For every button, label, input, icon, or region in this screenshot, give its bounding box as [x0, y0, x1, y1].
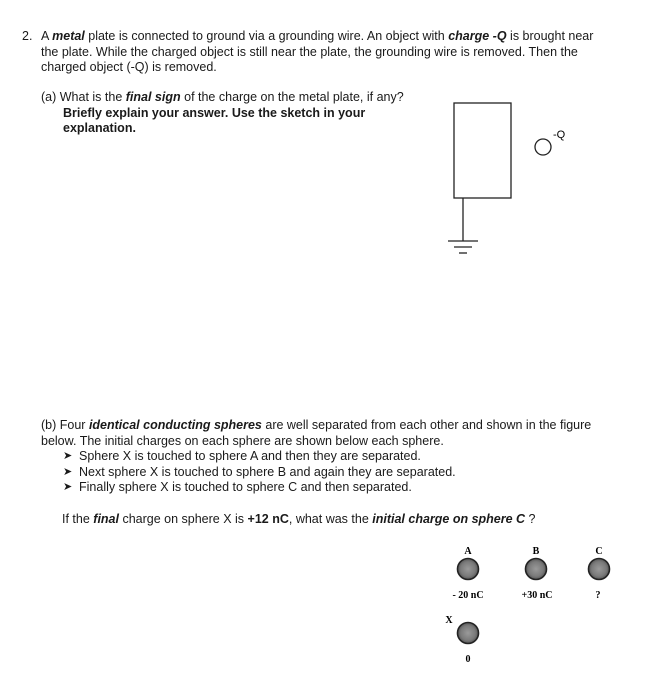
sphere-a-label: A	[464, 546, 472, 557]
part-a-instruction: Briefly explain your answer. Use the sketch in your explanation.	[63, 105, 366, 135]
sphere-b-charge: +30 nC	[521, 590, 553, 601]
part-b-label: (b)	[41, 418, 57, 432]
part-b-prompt: (b) Four identical conducting spheres are well separated from each other and shown in the figure below. The initial charges on each sphere are shown below each sphere. ➤ Sphere X is touched to sphere A and then they are separated. ➤ Next sphere X is touched to sphere B and again they are separated. ➤ Finally sphere X is touched to sphere C and then separated.	[41, 418, 601, 496]
sphere-c	[589, 559, 610, 580]
charge-label: -Q	[553, 129, 566, 141]
part-a-prompt: (a) What is the final sign of the charge on the metal plate, if any? Briefly explain your answer. Use the sketch in your explanation.	[41, 90, 441, 137]
procedure-list	[41, 449, 601, 496]
list-item: ➤ Next sphere X is touched to sphere B and again they are separated.	[63, 464, 456, 479]
metal-plate	[454, 103, 511, 198]
sphere-c-label: C	[595, 546, 603, 557]
spheres-figure	[440, 540, 620, 675]
sphere-c-charge: ?	[595, 590, 601, 601]
arrow-bullet-icon: ➤	[63, 481, 73, 493]
question-stem: A metal plate is connected to ground via a grounding wire. An object with charge -Q is brought near the plate. While the charged object is still near the plate, the grounding wire is removed. Then the charged object (-Q) is removed.	[41, 29, 594, 74]
question-number: 2.	[22, 29, 33, 43]
list-item: ➤ Finally sphere X is touched to sphere C and then separated.	[63, 480, 412, 494]
sphere-a	[458, 559, 479, 580]
sphere-b-label: B	[532, 546, 540, 557]
arrow-bullet-icon: ➤	[63, 450, 73, 462]
charged-object	[535, 139, 551, 155]
part-b-question: If the final charge on sphere X is +12 nC, what was the initial charge on sphere C ?	[62, 512, 536, 526]
part-a-label: (a)	[41, 90, 57, 104]
arrow-bullet-icon: ➤	[63, 465, 73, 478]
sphere-x-charge: 0	[465, 654, 471, 665]
sphere-x-label: X	[445, 615, 453, 626]
sphere-b	[526, 559, 547, 580]
sphere-x	[458, 623, 479, 644]
sphere-a-charge: - 20 nC	[452, 590, 484, 601]
plate-sketch	[430, 95, 590, 270]
list-item: ➤ Sphere X is touched to sphere A and then they are separated.	[63, 449, 421, 463]
